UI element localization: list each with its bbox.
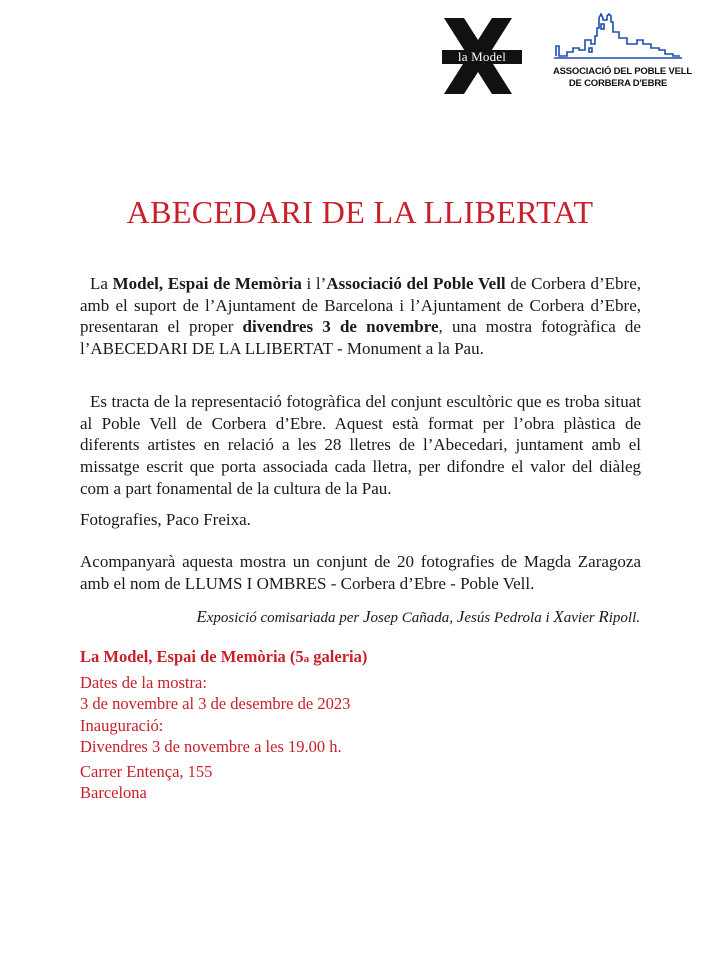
text-run: avier [563,610,599,626]
dates-label: Dates de la mostra: [80,673,207,692]
initial-cap: R [598,607,609,626]
la-model-logo-text: la Model [442,50,522,64]
venue-name: La Model, Espai de Memòria (5 [80,647,304,666]
bold-org-name: Model, Espai de Memòria [112,274,302,293]
association-logo [553,10,692,90]
text-run: xposició comisariada per [206,610,363,626]
association-name-line-2: DE CORBERA D'EBRE [568,78,668,89]
address-street: Carrer Entença, 155 [80,762,213,781]
venue-gallery: galeria) [309,647,368,666]
text-run: , una mostra fotogràfica de l’ABECEDARI DE LA LLIBERTAT - Monument a la Pau. [80,317,641,359]
text-run: La [90,274,113,293]
intro-paragraph [80,273,641,360]
inauguration-label: Inauguració: [80,716,164,735]
dates-value: 3 de novembre al 3 de desembre de 2023 [80,693,351,713]
venue-ordinal-suffix: a [303,653,310,665]
exhibition-dates [80,673,350,714]
text-run: osep Cañada, [370,610,457,626]
association-name-line-1: ASSOCIACIÓ DEL POBLE VELL [553,66,692,77]
initial-cap: X [553,607,564,626]
address-city: Barcelona [80,782,147,802]
venue-heading [80,647,367,670]
inauguration-value: Divendres 3 de novembre a les 19.00 h. [80,736,342,756]
companion-exhibition-paragraph: Acompanyarà aquesta mostra un conjunt de 20 fotografies de Magda Zaragoza amb el nom de LLUMS I OMBRES - Corbera d’Ebre - Poble Vell. [80,552,641,593]
la-model-logo [432,18,524,94]
bold-event-date: divendres 3 de novembre [242,317,439,337]
village-skyline-icon [553,10,683,66]
text-run: ipoll. [608,610,640,626]
photographer-credit: Fotografies, Paco Freixa. [80,510,251,529]
initial-cap: E [196,607,207,626]
initial-cap: J [363,607,371,626]
curators-credit [80,607,640,627]
text-run: i l’ [301,274,327,293]
document-title: ABECEDARI DE LA LLIBERTAT [126,194,594,230]
text-run: esús Pedrola i [464,610,554,626]
address-block [80,762,212,803]
initial-cap: J [456,607,465,626]
description-paragraph: Es tracta de la representació fotogràfica del conjunt escultòric que es troba situat al Poble Vell de Corbera d’Ebre. Aquest està format per l’obra plàstica de diferents artistes en relació a les 28 lletres de l’Abecedari, juntament amb el missatge escrit que porta associada cada lletra, per difondre el valor del diàleg com a part fonamental de la cultura de la Pau. [80,392,641,498]
text-run: de Corbera d’Ebre, amb el suport de l’Ajuntament de Barcelona i l’Ajuntament de Corbera d’Ebre, presentaran el proper [80,274,642,337]
inauguration-info [80,716,342,757]
bold-association-name: Associació del Poble Vell [326,274,506,293]
